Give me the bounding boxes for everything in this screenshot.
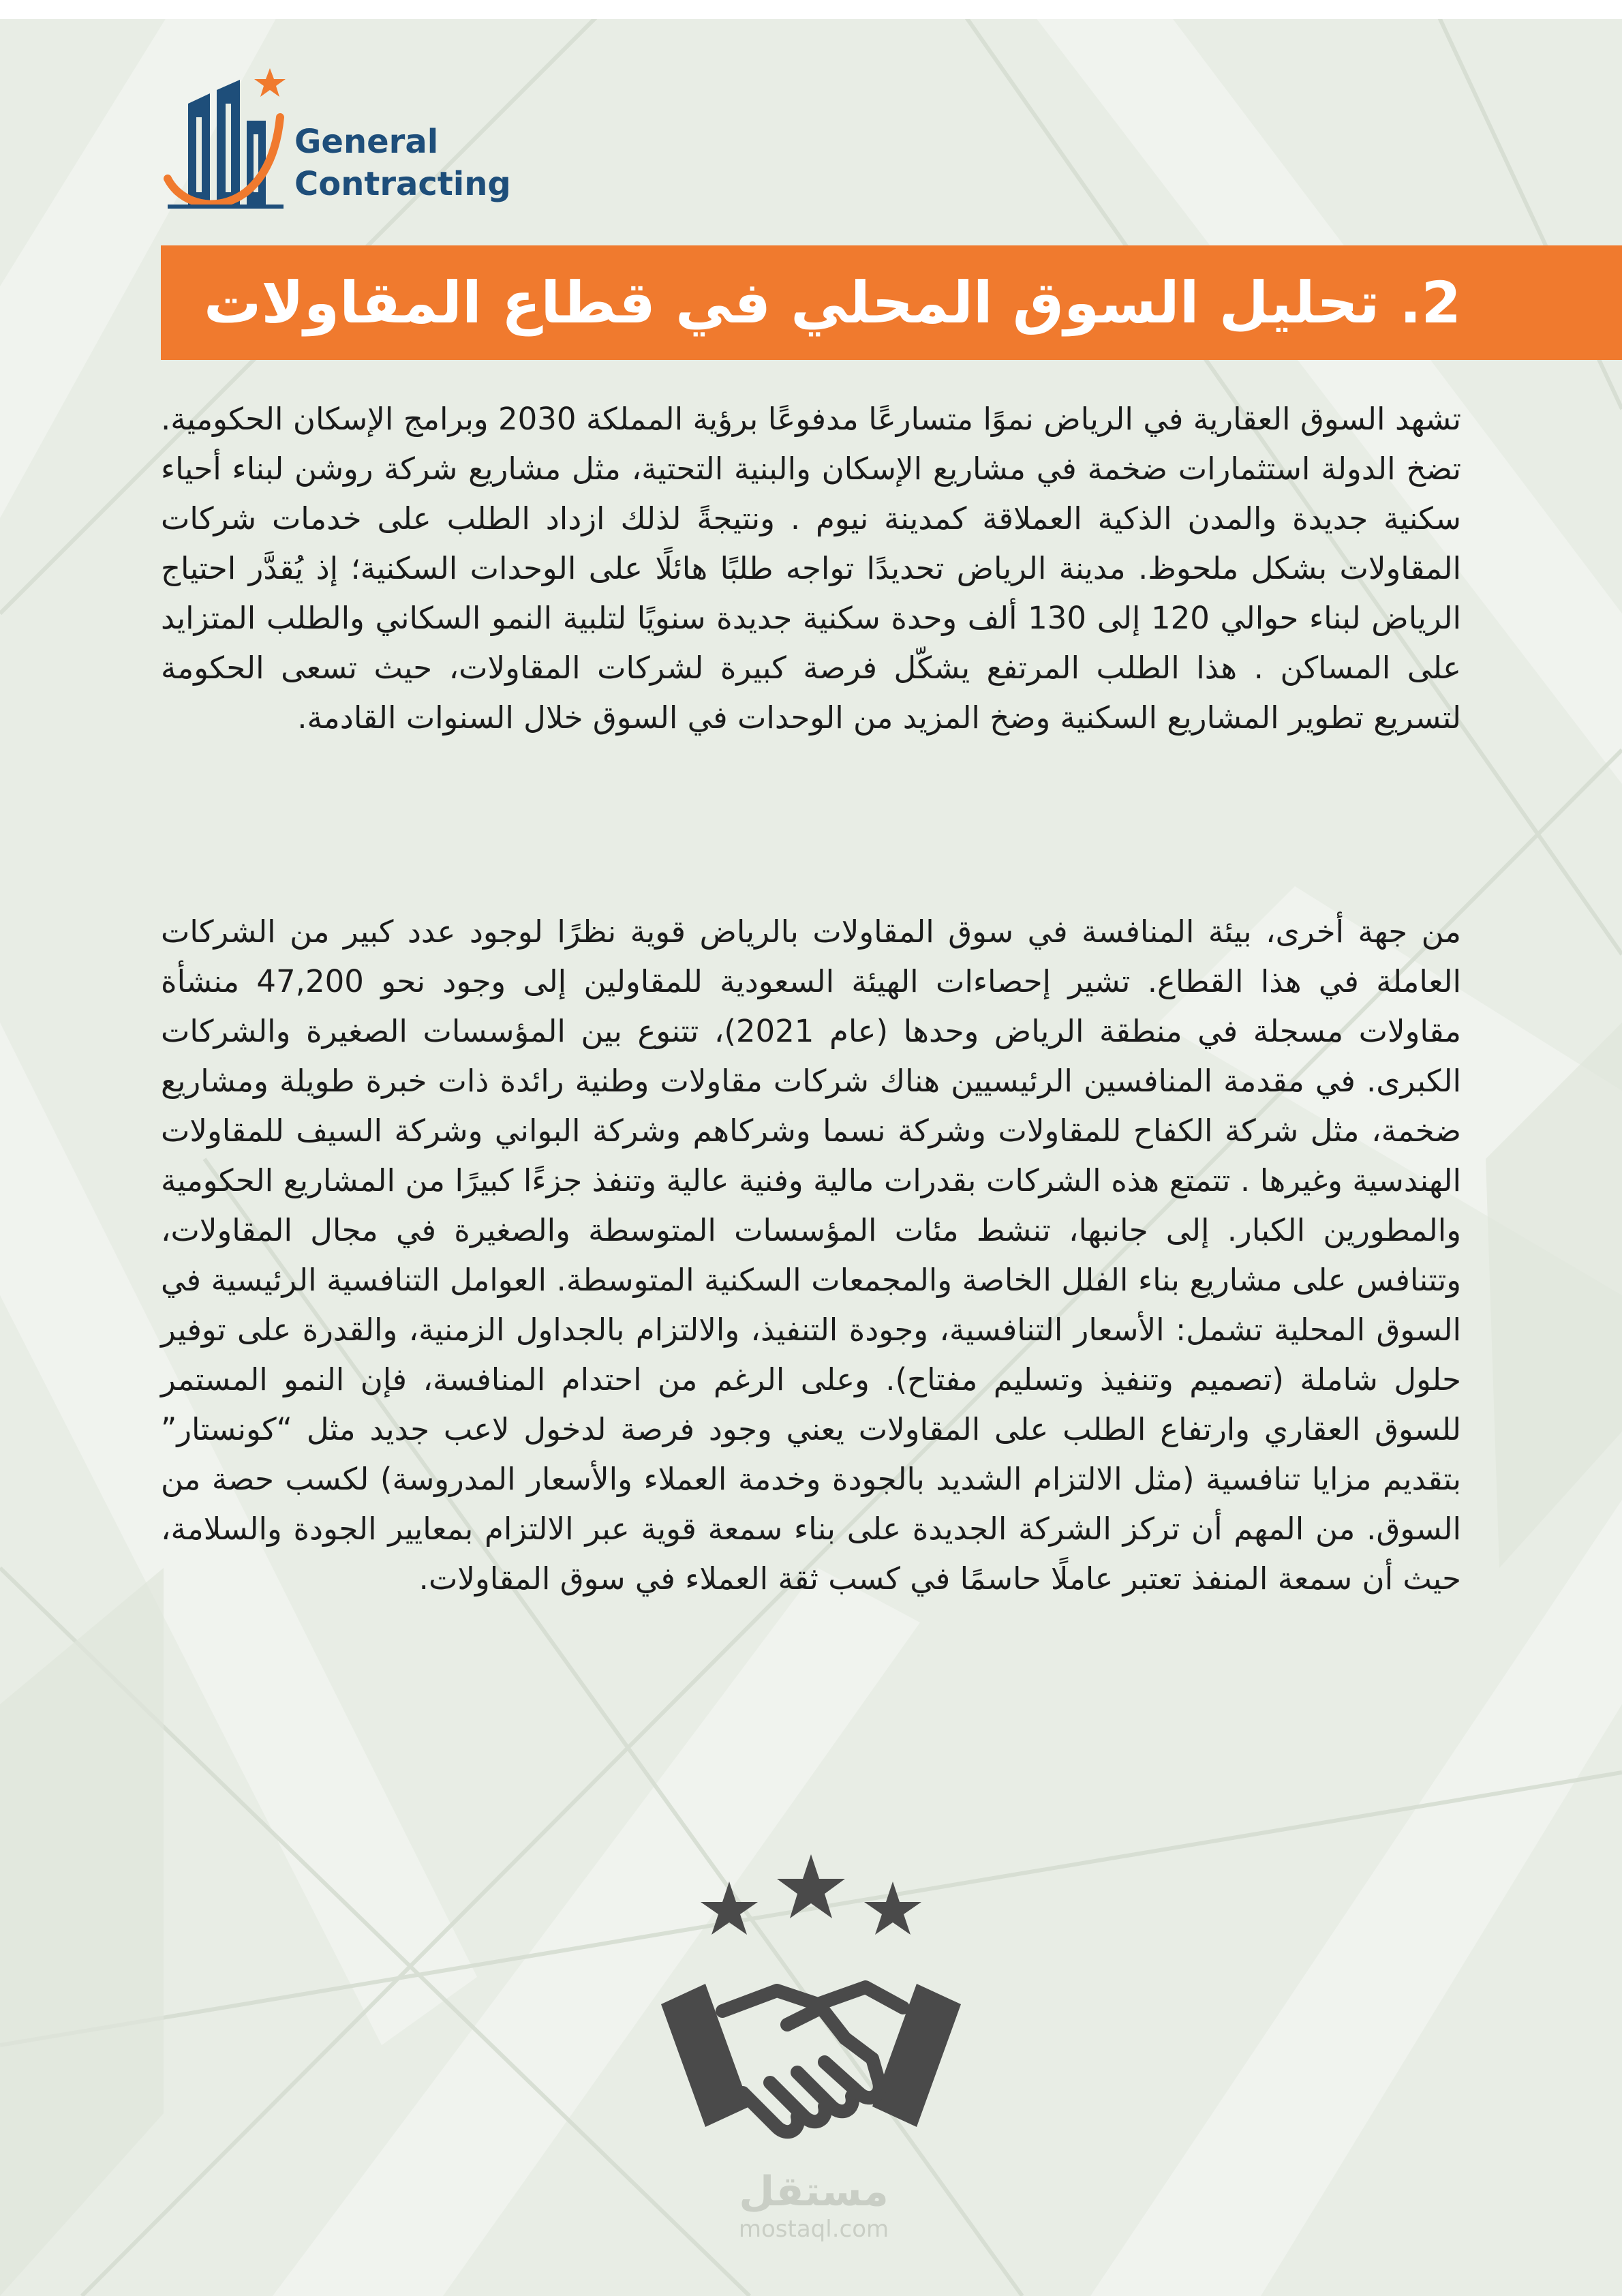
star-icon bbox=[777, 1854, 845, 1918]
brand-name-line1: General bbox=[294, 123, 439, 161]
section-title: 2. تحليل السوق المحلي في قطاع المقاولات bbox=[203, 269, 1461, 336]
watermark bbox=[711, 2168, 916, 2243]
star-icon bbox=[864, 1882, 921, 1935]
brand-name-line2: Contracting bbox=[294, 165, 511, 203]
watermark-arabic: مستقل bbox=[739, 2168, 889, 2216]
paragraph-market-growth: تشهد السوق العقارية في الرياض نموًا متسارعًا مدفوعًا برؤية المملكة 2030 وبرامج الإسكان الحكومية. تضخ الدولة استثمارات ضخمة في مشاريع الإسكان والبنية التحتية، مثل مشاريع شركة روشن لبناء أحياء سكنية جديدة والمدن الذكية العملاقة كمدينة نيوم . ونتيجةً لذلك ازداد الطلب على خدمات شركات المقاولات بشكل ملحوظ. مدينة الرياض تحديدًا تواجه طلبًا هائلًا على الوحدات السكنية؛ إذ يُقدَّر احتياج الرياض لبناء حوالي 120 إلى 130 ألف وحدة سكنية جديدة سنويًا لتلبية النمو السكاني والطلب المتزايد على المساكن . هذا الطلب المرتفع يشكّل فرصة كبيرة لشركات المقاولات، حيث تسعى الحكومة لتسريع تطوير المشاريع السكنية وضخ المزيد من الوحدات في السوق خلال السنوات القادمة. bbox=[161, 401, 1461, 736]
paragraph-competition: من جهة أخرى، بيئة المنافسة في سوق المقاولات بالرياض قوية نظرًا لوجود عدد كبير من الشركات العاملة في هذا القطاع. تشير إحصاءات الهيئة السعودية للمقاولين إلى وجود نحو 47,200 منشأة مقاولات مسجلة في منطقة الرياض وحدها (عام 2021)، تتنوع بين المؤسسات الصغيرة والشركات الكبرى. في مقدمة المنافسين الرئيسيين هناك شركات مقاولات وطنية رائدة ذات خبرة طويلة ومشاريع ضخمة، مثل شركة الكفاح للمقاولات وشركة نسما وشركاهم وشركة البواني وشركة السيف للمقاولات الهندسية وغيرها . تتمتع هذه الشركات بقدرات مالية وفنية عالية وتنفذ جزءًا كبيرًا من المشاريع الحكومية والمطورين الكبار. إلى جانبها، تنشط مئات المؤسسات المتوسطة والصغيرة في مجال المقاولات، وتتنافس على مشاريع بناء الفلل الخاصة والمجمعات السكنية المتوسطة. العوامل التنافسية الرئيسية في السوق المحلية تشمل: الأسعار التنافسية، وجودة التنفيذ، والالتزام بالجداول الزمنية، والقدرة على توفير حلول شاملة (تصميم وتنفيذ وتسليم مفتاح). وعلى الرغم من احتدام المنافسة، فإن النمو المستمر للسوق العقاري وارتفاع الطلب على المقاولات يعني وجود فرصة لدخول لاعب جديد مثل “كونستار” بتقديم مزايا تنافسية (مثل الالتزام الشديد بالجودة وخدمة العملاء والأسعار المدروسة) لكسب حصة من السوق. من المهم أن تركز الشركة الجديدة على بناء سمعة قوية عبر الالتزام بمعايير الجودة والسلامة، حيث أن سمعة المنفذ تعتبر عاملًا حاسمًا في كسب ثقة العملاء في سوق المقاولات. bbox=[161, 913, 1461, 1597]
company-logo bbox=[161, 63, 529, 220]
watermark-latin: mostaql.com bbox=[738, 2216, 889, 2243]
top-strip bbox=[0, 0, 1622, 19]
star-icon bbox=[701, 1882, 758, 1935]
building-star-icon bbox=[161, 63, 290, 220]
section-title-bar bbox=[161, 245, 1622, 360]
handshake-stars-icon bbox=[641, 1841, 981, 2222]
